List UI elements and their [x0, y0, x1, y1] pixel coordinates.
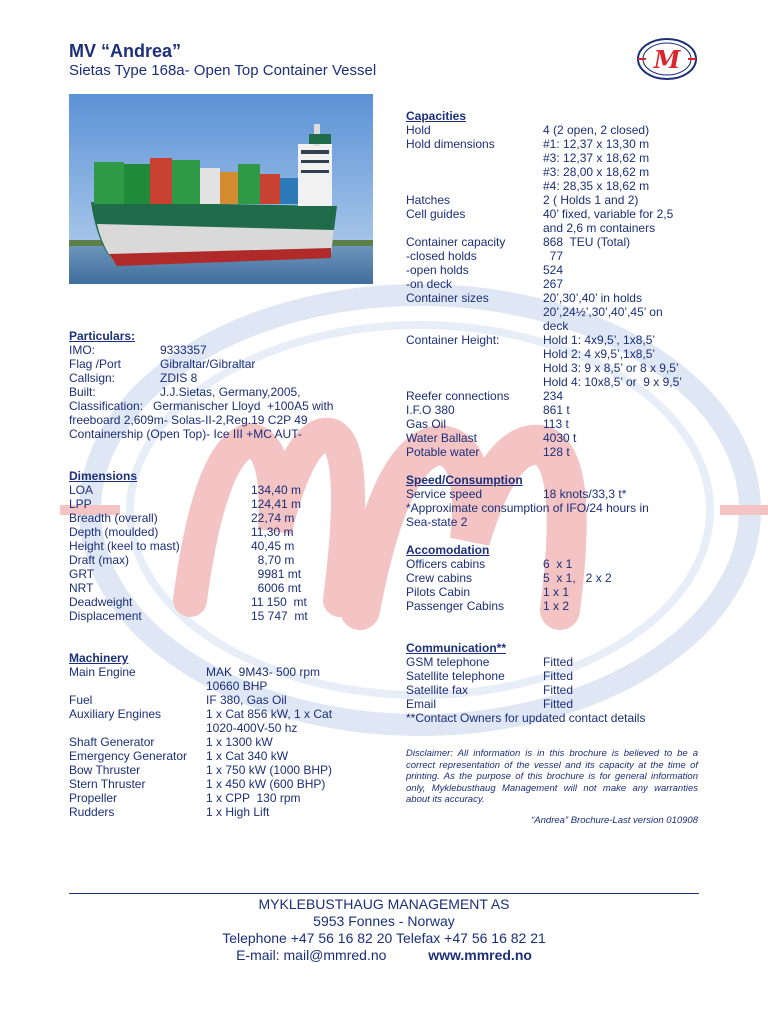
particulars-row: [69, 371, 389, 385]
machinery-label: Propeller: [69, 791, 118, 805]
communication-label: Satellite fax: [406, 683, 469, 697]
capacities-label: Container sizes: [406, 291, 489, 305]
dimensions-label: Displacement: [69, 609, 142, 623]
machinery-heading: Machinery: [69, 651, 129, 665]
capacities-value: #3: 28,00 x 18,62 m: [543, 165, 650, 179]
particulars-section: [69, 329, 389, 441]
capacities-label: -on deck: [406, 277, 453, 291]
particulars-row: [69, 385, 389, 399]
machinery-row: [69, 777, 389, 791]
speed-heading: Speed/Consumption: [406, 473, 523, 487]
capacities-label: -closed holds: [406, 249, 477, 263]
version-note: “Andrea” Brochure-Last version 010908: [531, 815, 698, 826]
capacities-label: Cell guides: [406, 207, 466, 221]
machinery-row: [69, 749, 389, 763]
particulars-note: Classification: Germanischer Lloyd +100A5 with: [69, 399, 334, 413]
speed-section: [406, 473, 706, 529]
machinery-label: Stern Thruster: [69, 777, 146, 791]
dimensions-label: GRT: [69, 567, 95, 581]
dimensions-row: [69, 609, 389, 623]
footer-contact: [69, 947, 699, 963]
footer-website[interactable]: www.mmred.no: [428, 947, 532, 963]
capacities-value: 20’,24½’,30’,40’,45’ on: [543, 305, 663, 319]
machinery-row: [69, 693, 389, 707]
accommodation-row: [406, 557, 706, 571]
capacities-value: 77: [543, 249, 564, 263]
capacities-value: 20’,30’,40’ in holds: [543, 291, 642, 305]
capacities-value: 2 ( Holds 1 and 2): [543, 193, 639, 207]
machinery-value: 10660 BHP: [206, 679, 268, 693]
dimensions-row: [69, 525, 389, 539]
dimensions-value: 8,70 m: [251, 553, 295, 567]
disclaimer-text: Disclaimer: All information is in this brochure is believed to be a correct representation of the vessel and its capacity at the time of printing. As the purpose of this brochure is for general information only, Myklebusthaug Management will not make any warranties about its accuracy.: [406, 748, 698, 806]
dimensions-value: 40,45 m: [251, 539, 295, 553]
capacities-row: [406, 445, 706, 459]
dimensions-label: Draft (max): [69, 553, 129, 567]
capacities-row: [406, 207, 706, 221]
machinery-row: [69, 665, 389, 679]
particulars-note: freeboard 2,609m- Solas-II-2,Reg.19 C2P 49: [69, 413, 308, 427]
machinery-value: 1 x CPP 130 rpm: [206, 791, 301, 805]
company-logo: [636, 37, 698, 81]
accommodation-row: [406, 599, 706, 613]
capacities-label: Gas Oil: [406, 417, 447, 431]
particulars-label: Flag /Port: [69, 357, 122, 371]
machinery-label: Fuel: [69, 693, 93, 707]
machinery-value: 1 x Cat 340 kW: [206, 749, 289, 763]
capacities-label: Potable water: [406, 445, 480, 459]
dimensions-row: [69, 595, 389, 609]
machinery-value: 1 x Cat 856 kW, 1 x Cat: [206, 707, 333, 721]
capacities-row: [406, 333, 706, 347]
dimensions-value: 22,74 m: [251, 511, 295, 525]
machinery-value: 1020-400V-50 hz: [206, 721, 298, 735]
particulars-note: Containership (Open Top)- Ice III +MC AUT-: [69, 427, 302, 441]
particulars-value: Gibraltar/Gibraltar: [160, 357, 256, 371]
machinery-row: [69, 707, 389, 721]
capacities-row: [406, 249, 706, 263]
capacities-label: -open holds: [406, 263, 469, 277]
dimensions-row: [69, 483, 389, 497]
machinery-value: MAK 9M43- 500 rpm: [206, 665, 321, 679]
machinery-value: 1 x 450 kW (600 BHP): [206, 777, 326, 791]
machinery-row: [69, 735, 389, 749]
accommodation-section: [406, 543, 706, 613]
particulars-value: 9333357: [160, 343, 207, 357]
capacities-value: 861 t: [543, 403, 570, 417]
accommodation-heading: Accomodation: [406, 543, 490, 557]
machinery-label: Emergency Generator: [69, 749, 188, 763]
capacities-label: Hatches: [406, 193, 451, 207]
capacities-row: [406, 137, 706, 151]
capacities-label: Hold dimensions: [406, 137, 495, 151]
footer-company: MYKLEBUSTHAUG MANAGEMENT AS: [258, 896, 510, 912]
communication-section: [406, 641, 706, 725]
dimensions-row: [69, 511, 389, 525]
footer-phone: Telephone +47 56 16 82 20 Telefax +47 56 16 82 21: [222, 930, 546, 946]
dimensions-value: 9981 mt: [251, 567, 302, 581]
footer-divider: [69, 893, 699, 894]
accommodation-label: Passenger Cabins: [406, 599, 505, 613]
speed-value: 18 knots/33,3 t*: [543, 487, 627, 501]
capacities-row: [406, 431, 706, 445]
dimensions-value: 11 150 mt: [251, 595, 307, 609]
capacities-label: Water Ballast: [406, 431, 477, 445]
accommodation-value: 5 x 1, 2 x 2: [543, 571, 612, 585]
communication-row: [406, 683, 706, 697]
capacities-value: 128 t: [543, 445, 570, 459]
capacities-section: [406, 109, 706, 459]
dimensions-value: 124,41 m: [251, 497, 302, 511]
capacities-row: [406, 179, 706, 193]
capacities-row: [406, 417, 706, 431]
capacities-row: [406, 347, 706, 361]
capacities-row: [406, 123, 706, 137]
capacities-row: [406, 319, 706, 333]
capacities-value: 4 (2 open, 2 closed): [543, 123, 650, 137]
dimensions-label: Depth (moulded): [69, 525, 159, 539]
capacities-row: [406, 291, 706, 305]
particulars-row: [69, 357, 389, 371]
capacities-value: Hold 3: 9 x 8,5’ or 8 x 9,5’: [543, 361, 679, 375]
communication-value: Fitted: [543, 697, 574, 711]
capacities-value: #1: 12,37 x 13,30 m: [543, 137, 650, 151]
dimensions-value: 6006 mt: [251, 581, 302, 595]
capacities-label: I.F.O 380: [406, 403, 455, 417]
communication-heading: Communication**: [406, 641, 507, 655]
machinery-value: 1 x 750 kW (1000 BHP): [206, 763, 333, 777]
capacities-label: Reefer connections: [406, 389, 510, 403]
particulars-row: [69, 343, 389, 357]
capacities-row: [406, 375, 706, 389]
machinery-row: [69, 805, 389, 819]
communication-value: Fitted: [543, 655, 574, 669]
capacities-row: [406, 403, 706, 417]
communication-value: Fitted: [543, 669, 574, 683]
communication-value: Fitted: [543, 683, 574, 697]
machinery-section: [69, 651, 389, 819]
accommodation-label: Officers cabins: [406, 557, 486, 571]
speed-note: *Approximate consumption of IFO/24 hours in: [406, 501, 649, 515]
capacities-value: deck: [543, 319, 569, 333]
capacities-value: and 2,6 m containers: [543, 221, 656, 235]
accommodation-value: 6 x 1: [543, 557, 573, 571]
machinery-value: 1 x High Lift: [206, 805, 270, 819]
capacities-row: [406, 193, 706, 207]
accommodation-label: Pilots Cabin: [406, 585, 471, 599]
dimensions-value: 11,30 m: [251, 525, 294, 539]
capacities-value: Hold 1: 4x9,5’, 1x8,5’: [543, 333, 656, 347]
capacities-value: Hold 4: 10x8,5’ or 9 x 9,5’: [543, 375, 682, 389]
machinery-label: Main Engine: [69, 665, 136, 679]
particulars-heading: Particulars:: [69, 329, 136, 343]
speed-note: Sea-state 2: [406, 515, 468, 529]
dimensions-row: [69, 539, 389, 553]
particulars-label: Built:: [69, 385, 96, 399]
communication-row: [406, 669, 706, 683]
communication-label: Satellite telephone: [406, 669, 505, 683]
capacities-row: [406, 305, 706, 319]
accommodation-value: 1 x 1: [543, 585, 570, 599]
particulars-value: ZDIS 8: [160, 371, 198, 385]
communication-label: Email: [406, 697, 437, 711]
page-subtitle: Sietas Type 168a- Open Top Container Vessel: [69, 62, 377, 79]
communication-note: **Contact Owners for updated contact details: [406, 711, 646, 725]
machinery-row: [69, 763, 389, 777]
page-title: MV “Andrea”: [69, 41, 182, 61]
dimensions-label: NRT: [69, 581, 94, 595]
communication-label: GSM telephone: [406, 655, 490, 669]
capacities-label: Container Height:: [406, 333, 500, 347]
dimensions-row: [69, 497, 389, 511]
accommodation-row: [406, 585, 706, 599]
capacities-row: [406, 235, 706, 249]
dimensions-row: [69, 581, 389, 595]
capacities-value: 868 TEU (Total): [543, 235, 631, 249]
dimensions-row: [69, 553, 389, 567]
capacities-row: [406, 389, 706, 403]
speed-label: Service speed: [406, 487, 483, 501]
machinery-row: [69, 791, 389, 805]
capacities-value: 234: [543, 389, 564, 403]
dimensions-heading: Dimensions: [69, 469, 138, 483]
machinery-row: [69, 679, 389, 693]
vessel-photo: [69, 94, 373, 284]
dimensions-label: LPP: [69, 497, 92, 511]
capacities-value: Hold 2: 4 x9,5’,1x8,5’: [543, 347, 656, 361]
dimensions-label: LOA: [69, 483, 94, 497]
capacities-row: [406, 361, 706, 375]
capacities-row: [406, 151, 706, 165]
machinery-label: Rudders: [69, 805, 115, 819]
dimensions-label: Breadth (overall): [69, 511, 158, 525]
capacities-label: Hold: [406, 123, 431, 137]
capacities-value: 4030 t: [543, 431, 577, 445]
machinery-value: IF 380, Gas Oil: [206, 693, 287, 707]
communication-row: [406, 655, 706, 669]
capacities-label: Container capacity: [406, 235, 506, 249]
machinery-label: Bow Thruster: [69, 763, 141, 777]
particulars-label: IMO:: [69, 343, 95, 357]
svg-text:M: M: [653, 45, 681, 74]
accommodation-row: [406, 571, 706, 585]
accommodation-value: 1 x 2: [543, 599, 570, 613]
dimensions-row: [69, 567, 389, 581]
dimensions-value: 15 747 mt: [251, 609, 308, 623]
capacities-value: 524: [543, 263, 564, 277]
capacities-value: #4: 28,35 x 18,62 m: [543, 179, 650, 193]
capacities-value: #3: 12,37 x 18,62 m: [543, 151, 650, 165]
dimensions-label: Height (keel to mast): [69, 539, 180, 553]
capacities-value: 113 t: [543, 417, 569, 431]
machinery-row: [69, 721, 389, 735]
dimensions-section: [69, 469, 389, 623]
particulars-label: Callsign:: [69, 371, 116, 385]
capacities-row: [406, 221, 706, 235]
communication-row: [406, 697, 706, 711]
dimensions-label: Deadweight: [69, 595, 133, 609]
capacities-value: 267: [543, 277, 564, 291]
capacities-row: [406, 263, 706, 277]
footer-email[interactable]: E-mail: mail@mmred.no: [236, 947, 387, 963]
machinery-label: Auxiliary Engines: [69, 707, 162, 721]
particulars-value: J.J.Sietas, Germany,2005,: [160, 385, 301, 399]
capacities-value: 40’ fixed, variable for 2,5: [543, 207, 674, 221]
capacities-row: [406, 277, 706, 291]
machinery-label: Shaft Generator: [69, 735, 155, 749]
capacities-heading: Capacities: [406, 109, 467, 123]
footer-address: 5953 Fonnes - Norway: [313, 913, 455, 929]
speed-row: [406, 487, 706, 501]
dimensions-value: 134,40 m: [251, 483, 302, 497]
accommodation-label: Crew cabins: [406, 571, 473, 585]
machinery-value: 1 x 1300 kW: [206, 735, 273, 749]
capacities-row: [406, 165, 706, 179]
